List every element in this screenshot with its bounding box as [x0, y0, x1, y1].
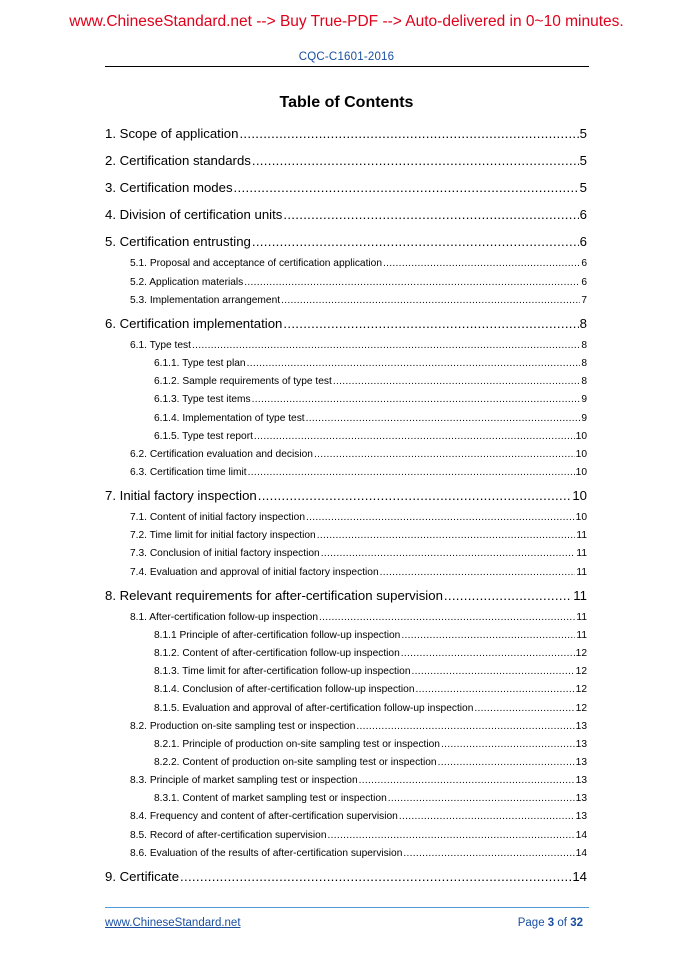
- toc-entry-page: 8: [581, 376, 587, 388]
- toc-entry-label: 8.3.1. Content of market sampling test or inspection: [154, 793, 387, 805]
- toc-entry[interactable]: [105, 446, 587, 464]
- toc-entry[interactable]: [105, 609, 587, 627]
- toc-entry[interactable]: [105, 772, 587, 790]
- dot-leader: [333, 373, 581, 391]
- toc-entry-label: 2. Certification standards: [105, 153, 251, 169]
- dot-leader: [444, 582, 572, 609]
- toc-entry-label: 8.3. Principle of market sampling test or inspection: [130, 775, 358, 787]
- toc-entry-label: 8.2.1. Principle of production on-site sampling test or inspection: [154, 738, 440, 750]
- toc-entry[interactable]: [105, 482, 587, 509]
- toc-entry-label: 7.3. Conclusion of initial factory inspection: [130, 548, 320, 560]
- toc-entry[interactable]: [105, 228, 587, 255]
- toc-entry[interactable]: [105, 527, 587, 545]
- header-divider: [105, 66, 589, 67]
- dot-leader: [415, 681, 574, 699]
- table-of-contents: [105, 120, 587, 890]
- dot-leader: [234, 174, 579, 201]
- toc-entry[interactable]: [105, 627, 587, 645]
- dot-leader: [359, 772, 575, 790]
- toc-entry-label: 7. Initial factory inspection: [105, 488, 257, 504]
- toc-entry-label: 4. Division of certification units: [105, 207, 283, 223]
- dot-leader: [252, 147, 579, 174]
- toc-entry-page: 10: [575, 430, 587, 442]
- page-total: 32: [570, 917, 583, 929]
- toc-entry-page: 11: [573, 587, 587, 603]
- page-current: 3: [547, 917, 555, 929]
- toc-entry[interactable]: [105, 808, 587, 826]
- toc-entry[interactable]: [105, 645, 587, 663]
- toc-entry-page: 11: [576, 548, 587, 560]
- dot-leader: [306, 509, 575, 527]
- footer-divider: [105, 907, 589, 908]
- dot-leader: [319, 609, 575, 627]
- toc-entry[interactable]: [105, 663, 587, 681]
- dot-leader: [399, 808, 575, 826]
- dot-leader: [283, 201, 578, 228]
- dot-leader: [441, 736, 575, 754]
- toc-entry-page: 13: [575, 738, 587, 750]
- dot-leader: [401, 627, 575, 645]
- toc-entry-page: 5: [579, 126, 587, 141]
- dot-leader: [401, 645, 575, 663]
- toc-entry-page: 10: [575, 466, 587, 478]
- toc-entry-label: 7.4. Evaluation and approval of initial factory inspection: [130, 566, 379, 578]
- toc-entry-page: 12: [575, 702, 587, 714]
- toc-entry-label: 3. Certification modes: [105, 180, 233, 196]
- toc-entry-label: 1. Scope of application: [105, 126, 239, 141]
- toc-entry-label: 6.1.1. Type test plan: [154, 358, 246, 370]
- toc-entry-page: 6: [579, 234, 587, 250]
- toc-entry[interactable]: [105, 120, 587, 147]
- toc-entry-label: 7.2. Time limit for initial factory inspection: [130, 530, 316, 542]
- toc-entry-page: 13: [575, 775, 587, 787]
- toc-entry[interactable]: [105, 827, 587, 845]
- toc-entry[interactable]: [105, 410, 587, 428]
- toc-entry[interactable]: [105, 545, 587, 563]
- dot-leader: [180, 863, 571, 890]
- toc-entry-label: 6.1.5. Type test report: [154, 430, 253, 442]
- toc-entry-page: 13: [575, 756, 587, 768]
- toc-entry-label: 6.1.2. Sample requirements of type test: [154, 376, 332, 388]
- toc-entry-label: 6.1.3. Type test items: [154, 394, 251, 406]
- toc-entry-page: 7: [581, 294, 587, 306]
- toc-entry-page: 12: [575, 648, 587, 660]
- toc-entry-label: 8.1.1 Principle of after-certification follow-up inspection: [154, 630, 401, 641]
- toc-entry-label: 8.2.2. Content of production on-site sampling test or inspection: [154, 756, 437, 768]
- toc-entry-page: 6: [581, 258, 587, 270]
- dot-leader: [306, 410, 581, 428]
- toc-entry[interactable]: [105, 790, 587, 808]
- toc-entry-page: 13: [575, 811, 587, 823]
- toc-entry-label: 8.6. Evaluation of the results of after-certification supervision: [130, 847, 403, 859]
- toc-entry[interactable]: [105, 337, 587, 355]
- toc-entry-label: 8.2. Production on-site sampling test or inspection: [130, 720, 356, 732]
- toc-entry[interactable]: [105, 310, 587, 337]
- toc-entry[interactable]: [105, 700, 587, 718]
- dot-leader: [403, 845, 574, 863]
- page-indicator: [518, 917, 583, 929]
- toc-entry[interactable]: [105, 863, 587, 890]
- dot-leader: [388, 790, 575, 808]
- toc-entry-label: 8.1.2. Content of after-certification follow-up inspection: [154, 648, 400, 660]
- toc-entry-label: 8.5. Record of after-certification supervision: [130, 829, 327, 841]
- toc-entry[interactable]: [105, 355, 587, 373]
- toc-entry-page: 6: [581, 276, 587, 288]
- dot-leader: [380, 564, 576, 582]
- dot-leader: [192, 337, 580, 355]
- toc-entry-label: 5.2. Application materials: [130, 276, 244, 288]
- dot-leader: [314, 446, 575, 464]
- page-of: of: [557, 917, 567, 929]
- dot-leader: [281, 292, 580, 310]
- dot-leader: [248, 464, 575, 482]
- toc-entry[interactable]: [105, 464, 587, 482]
- toc-entry-page: 11: [576, 611, 587, 623]
- toc-entry-page: 8: [579, 315, 587, 331]
- toc-entry[interactable]: [105, 582, 587, 609]
- toc-entry-page: 10: [575, 448, 587, 460]
- toc-entry-label: 8.1.4. Conclusion of after-certification follow-up inspection: [154, 684, 415, 696]
- toc-entry[interactable]: [105, 428, 587, 446]
- toc-entry-label: 6.2. Certification evaluation and decision: [130, 448, 313, 460]
- toc-entry-page: 14: [575, 847, 587, 859]
- toc-entry[interactable]: [105, 292, 587, 310]
- toc-entry-page: 5: [579, 180, 587, 196]
- dot-leader: [321, 545, 576, 563]
- toc-entry-label: 8. Relevant requirements for after-certification supervision: [105, 587, 443, 603]
- toc-entry[interactable]: [105, 147, 587, 174]
- dot-leader: [283, 310, 578, 337]
- toc-entry[interactable]: [105, 274, 587, 292]
- toc-entry[interactable]: [105, 255, 587, 273]
- toc-entry-page: 13: [575, 793, 587, 805]
- toc-entry[interactable]: [105, 373, 587, 391]
- promo-banner-link[interactable]: www.ChineseStandard.net --> Buy True-PDF --> Auto-delivered in 0~10 minutes.: [69, 13, 624, 30]
- toc-entry-page: 9: [581, 412, 587, 424]
- dot-leader: [327, 827, 574, 845]
- dot-leader: [317, 527, 576, 545]
- toc-entry-label: 7.1. Content of initial factory inspection: [130, 512, 305, 524]
- toc-entry-label: 8.1.5. Evaluation and approval of after-certification follow-up inspection: [154, 702, 474, 714]
- dot-leader: [438, 754, 575, 772]
- toc-entry-page: 14: [575, 829, 587, 841]
- toc-entry[interactable]: [105, 564, 587, 582]
- toc-entry-label: 8.1.3. Time limit for after-certification follow-up inspection: [154, 666, 411, 678]
- toc-entry-label: 9. Certificate: [105, 868, 180, 884]
- dot-leader: [247, 355, 581, 373]
- dot-leader: [239, 120, 578, 147]
- toc-entry-page: 8: [581, 339, 587, 351]
- toc-entry[interactable]: [105, 718, 587, 736]
- toc-entry-page: 5: [579, 153, 587, 169]
- toc-entry-page: 14: [572, 868, 587, 884]
- toc-entry-label: 5.1. Proposal and acceptance of certification application: [130, 258, 383, 270]
- toc-entry[interactable]: [105, 391, 587, 409]
- toc-entry-page: 12: [575, 666, 587, 678]
- toc-entry-page: 6: [579, 207, 587, 223]
- toc-entry-label: 6. Certification implementation: [105, 315, 283, 331]
- toc-title: Table of Contents: [279, 94, 414, 111]
- dot-leader: [258, 482, 572, 509]
- document-code: CQC-C1601-2016: [298, 51, 395, 63]
- dot-leader: [252, 391, 581, 409]
- toc-entry-page: 9: [581, 394, 587, 406]
- dot-leader: [356, 718, 574, 736]
- toc-entry-page: 11: [576, 630, 587, 641]
- dot-leader: [474, 700, 574, 718]
- toc-entry-page: 10: [575, 512, 587, 524]
- dot-leader: [252, 228, 579, 255]
- dot-leader: [383, 255, 580, 273]
- toc-entry-label: 5. Certification entrusting: [105, 234, 251, 250]
- toc-entry[interactable]: [105, 509, 587, 527]
- toc-entry[interactable]: [105, 201, 587, 228]
- toc-entry-page: 13: [575, 720, 587, 732]
- dot-leader: [254, 428, 575, 446]
- toc-entry[interactable]: [105, 754, 587, 772]
- toc-entry-page: 8: [581, 358, 587, 370]
- toc-entry-label: 8.1. After-certification follow-up inspection: [130, 611, 318, 623]
- dot-leader: [244, 274, 580, 292]
- toc-entry-label: 6.1.4. Implementation of type test: [154, 412, 305, 424]
- dot-leader: [412, 663, 575, 681]
- toc-entry-label: 6.1. Type test: [130, 339, 191, 351]
- toc-entry[interactable]: [105, 174, 587, 201]
- toc-entry[interactable]: [105, 845, 587, 863]
- toc-entry-page: 11: [576, 566, 587, 578]
- footer-website-link[interactable]: www.ChineseStandard.net: [105, 917, 241, 929]
- toc-entry-label: 8.4. Frequency and content of after-certification supervision: [130, 811, 398, 823]
- toc-entry-page: 11: [576, 530, 587, 542]
- toc-entry[interactable]: [105, 736, 587, 754]
- toc-entry-label: 5.3. Implementation arrangement: [130, 294, 281, 306]
- toc-entry[interactable]: [105, 681, 587, 699]
- page-word: Page: [517, 917, 545, 929]
- toc-entry-label: 6.3. Certification time limit: [130, 466, 247, 478]
- toc-entry-page: 10: [572, 488, 587, 504]
- toc-entry-page: 12: [575, 684, 587, 696]
